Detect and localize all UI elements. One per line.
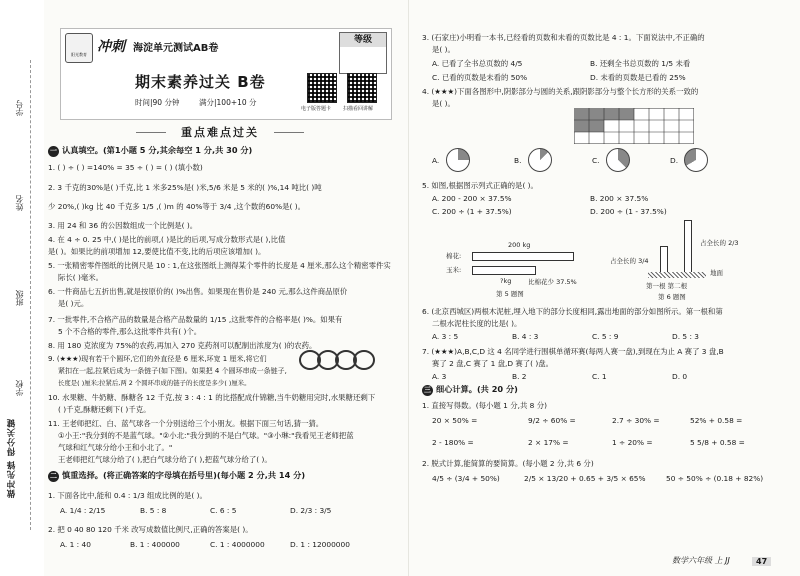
question-11a: 11. 王老师把红、白、蓝气球各一个分别送给三个小朋友。根据下面三句话,猜一猜。 (48, 419, 324, 428)
fig5-bar-cotton (472, 252, 574, 261)
section-1-heading (48, 145, 252, 157)
question-2b: 少 20%,( )kg 比 40 千克多 1/5 ,( )m 的 40%等于 3/4 ,这个数的60%是( )。 (48, 202, 306, 211)
qr1-caption: 电子版答题卡 (301, 106, 332, 112)
logo-text: 阳光教育 (71, 52, 87, 57)
r6-option-b[interactable]: B. 4 : 3 (512, 332, 539, 341)
question-r4a: 4. (★★★)下面各图形中,阴影部分与圆的关系,跟阴影部分与整个长方形的关系一致的 (422, 87, 699, 96)
question-r6a: 6. (北京西城区)两根木泥桩,埋入地下的部分长度相同,露出地面的部分如图所示。第一根和第 (422, 307, 723, 316)
ring-chain-figure (298, 348, 390, 372)
calc-1-r1-b: 9/2 ÷ 60% = (528, 416, 576, 425)
section-2-badge: 二 (50, 472, 57, 480)
question-r6b: 二根水泥柱长度的比是( )。 (432, 319, 522, 328)
calc-1-r1-d: 52% + 0.58 = (690, 416, 743, 425)
calc-1-r2-d: 5 5/8 + 0.58 = (690, 438, 745, 447)
calc-1-r1-a: 20 × 50% = (432, 416, 478, 425)
fig6-caption: 第 6 题图 (658, 293, 686, 301)
grade-label: 等级 (340, 33, 386, 47)
question-11b: ①小王:"我分到的不是蓝气球。"②小北:"我分到的不是白气球。"③小琳:"我看见王老师把蓝 (58, 431, 354, 440)
question-4a: 4. 在 4 ÷ 0. 25 中,( )是比的前项,( )是比的后项,写成分数形式是( ),比值 (48, 235, 286, 244)
question-r5: 5. 如图,根据图示列式正确的是( )。 (422, 181, 538, 190)
brand: 冲刺 (97, 39, 125, 55)
r6-option-c[interactable]: C. 5 : 9 (592, 332, 619, 341)
r3-option-d[interactable]: D. 未看的页数是已看的 25% (590, 73, 686, 82)
question-6b: 是( )元。 (58, 299, 89, 308)
school-label: 学校 (15, 380, 24, 396)
fig5-bar-corn (472, 266, 536, 275)
fig6-left-note: 占全长的 3/4 (610, 257, 649, 265)
question-9b: 紧扣在一起,拉紧后成为一条链子(如下图)。如果把 4 个圆环串成一条链子, (58, 367, 287, 375)
r6-option-d[interactable]: D. 5 : 3 (672, 332, 699, 341)
pie-a-icon (446, 148, 470, 172)
publisher-logo (65, 33, 93, 63)
question-r4b: 是( )。 (432, 99, 455, 108)
r7-option-c[interactable]: C. 1 (592, 372, 607, 381)
r3-option-b[interactable]: B. 还剩全书总页数的 1/5 未看 (590, 59, 691, 68)
section-2-heading (48, 470, 305, 482)
calc-1-r2-b: 2 × 17% = (528, 438, 569, 447)
fig6-ground (648, 272, 706, 278)
question-r3b: 是( )。 (432, 45, 455, 54)
qr-code-answer-card[interactable] (307, 73, 337, 103)
pie-b-icon (528, 148, 552, 172)
rectangle-grid-figure (574, 108, 694, 144)
question-6a: 6. 一件商品七五折出售,就是按原价的( )%出售。如果现在售价是 240 元,那么这件商品原价 (48, 287, 348, 296)
cut-line (30, 60, 32, 530)
r7-option-b[interactable]: B. 2 (512, 372, 527, 381)
choice-2-option-c[interactable]: C. 1 : 4000000 (210, 540, 265, 549)
slogan: 做冲先锋 得分关键 (7, 418, 17, 498)
question-r3a: 3. (石家庄)小明看一本书,已经看的页数和未看的页数比是 4 : 1。下面说法中,不正确的 (422, 33, 705, 42)
r3-option-c[interactable]: C. 已看的页数是未看的 50% (432, 73, 528, 82)
question-10a: 10. 水果糖、牛奶糖、酥糖各 12 千克,按 3 : 4 : 1 的比搭配成什锦糖,当牛奶糖用完时,水果糖还剩下 (48, 393, 376, 402)
question-5b: 际长( )毫米。 (58, 273, 104, 282)
binding-sidebar (0, 0, 44, 576)
series-title: 海淀单元测试AB卷 (133, 43, 219, 54)
section-3-badge: 三 (424, 386, 431, 394)
exam-score: 满分|100+10 分 (199, 98, 257, 107)
exam-header (60, 28, 392, 120)
calc-2: 2. 脱式计算,能简算的要简算。(每小题 2 分,共 6 分) (422, 459, 594, 468)
page-gutter (408, 0, 409, 576)
question-9a: 9. (★★★)现有若干个圆环,它们的外直径是 6 厘米,环宽 1 厘米,将它们 (48, 355, 267, 363)
page-number: 47 (752, 557, 771, 566)
question-4b: 是( )。如果比的前项增加 12,要使比值不变,比的后项应该增加( )。 (48, 247, 266, 256)
r5-option-a[interactable]: A. 200 - 200 × 37.5% (432, 194, 512, 203)
choice-1-option-d[interactable]: D. 2/3 : 3/5 (290, 506, 332, 515)
qr2-caption: 扫描看回讲解 (343, 106, 374, 112)
fig5-qk: ?kg (500, 277, 512, 285)
choice-1-option-b[interactable]: B. 5 : 8 (140, 506, 167, 515)
choice-2-option-b[interactable]: B. 1 : 400000 (130, 540, 180, 549)
fig5-note: 比棉花少 37.5% (528, 278, 577, 286)
r4-option-c[interactable]: C. (592, 156, 600, 165)
choice-2-option-a[interactable]: A. 1 : 40 (60, 540, 91, 549)
calc-1: 1. 直接写得数。(每小题 1 分,共 8 分) (422, 401, 548, 410)
question-5a: 5. 一张精密零件图纸的比例尺是 10 : 1,在这张图纸上测得某个零件的长度是 4 厘米,那么这个精密零件实 (48, 261, 391, 270)
grade-box (339, 32, 387, 74)
calc-2-a: 4/5 ÷ (3/4 + 50%) (432, 474, 500, 483)
calc-1-r2-c: 1 ÷ 20% = (612, 438, 653, 447)
question-9c: 长度是( )厘米;拉紧后,两 2 个圆环串成的链子的长度是多少( )厘米。 (58, 379, 251, 387)
fig5-row1: 棉花: (446, 252, 462, 260)
section-banner: 重点难点过关 (140, 124, 300, 140)
r5-option-b[interactable]: B. 200 × 37.5% (590, 194, 649, 203)
fig5-total: 200 kg (508, 241, 531, 249)
r7-option-d[interactable]: D. 0 (672, 372, 688, 381)
question-10b: ( )千克,酥糖还剩下( )千克。 (58, 405, 151, 414)
section-3-title: 细心计算。(共 20 分) (436, 384, 518, 394)
question-2a: 2. 3 千克的30%是( )千克,比 1 米多25%是( )米,5/6 米是 5 米的( )%,14 吨比( )吨 (48, 183, 322, 192)
calc-2-b: 2/5 × 13/20 + 0.65 + 3/5 × 65% (524, 474, 646, 483)
fig5-row2: 玉米: (446, 266, 462, 274)
choice-1-option-a[interactable]: A. 1/4 : 2/15 (60, 506, 106, 515)
r4-option-a[interactable]: A. (432, 156, 440, 165)
fig6-poles: 第一根 第二根 (646, 282, 688, 290)
footer-subject: 数学六年级 上 JJ (672, 556, 730, 565)
r4-option-b[interactable]: B. (514, 156, 522, 165)
r4-option-d[interactable]: D. (670, 156, 679, 165)
calc-1-r1-c: 2.7 ÷ 30% = (612, 416, 660, 425)
question-1: 1. ( ) ÷ ( ) =140% = 35 ÷ ( ) = ( ) (填小数) (48, 163, 203, 172)
fig6-ground-label: 地面 (710, 269, 723, 277)
name-label: 姓名 (15, 195, 24, 211)
r5-option-d[interactable]: D. 200 ÷ (1 - 37.5%) (590, 207, 667, 216)
choice-1: 1. 下面各比中,能和 0.4 : 1/3 组成比例的是( )。 (48, 491, 207, 500)
question-7b: 5 个不合格的零件,那么这批零件共有( )个。 (58, 327, 202, 336)
question-3: 3. 用 24 和 36 的公因数组成一个比例是( )。 (48, 221, 198, 230)
question-11c: 气球和红气球分给小王和小北了。" (58, 443, 173, 452)
question-r7a: 7. (★★★)A,B,C,D 这 4 名同学进行围棋单循环赛(每两人赛一盘),到现在为止 A 赛了 3 盘,B (422, 347, 724, 356)
choice-1-option-c[interactable]: C. 6 : 5 (210, 506, 237, 515)
question-7a: 7. 一批零件,不合格产品的数量是合格产品数量的 1/15 ,这批零件的合格率是( )%。如果有 (48, 315, 343, 324)
fig5-caption: 第 5 题图 (496, 290, 524, 298)
calc-2-c: 50 ÷ 50% ÷ (0.18 + 82%) (666, 474, 764, 483)
exam-title: 期末素养过关 B卷 (135, 73, 266, 91)
choice-2: 2. 把 0 40 80 120 千米 改写成数值比例尺,正确的答案是( )。 (48, 525, 253, 534)
r3-option-a[interactable]: A. 已看了全书总页数的 4/5 (432, 59, 523, 68)
question-11d: 王老师把红气球分给了( ),把白气球分给了( ),把蓝气球分给了( )。 (58, 455, 272, 464)
pie-c-icon (606, 148, 630, 172)
section-2-title: 慎重选择。(将正确答案的字母填在括号里)(每小题 2 分,共 14 分) (62, 470, 306, 480)
fig6-pole-2 (684, 220, 692, 278)
r6-option-a[interactable]: A. 3 : 5 (432, 332, 459, 341)
question-8: 8. 用 180 克浓度为 75%的农药,再加入 270 克药剂可以配制出浓度为( )的农药。 (48, 341, 317, 350)
exam-time: 时间|90 分钟 (135, 98, 180, 107)
section-3-heading (422, 384, 518, 396)
pie-d-icon (684, 148, 708, 172)
calc-1-r2-a: 2 - 180% = (432, 438, 474, 447)
r7-option-a[interactable]: A. 3 (432, 372, 447, 381)
section-1-title: 认真填空。(第1小题 5 分,其余每空 1 分,共 30 分) (62, 145, 253, 155)
fig6-top-note: 占全长的 2/3 (700, 239, 739, 247)
r5-option-c[interactable]: C. 200 ÷ (1 + 37.5%) (432, 207, 512, 216)
class-label: 班级 (15, 290, 24, 306)
question-r7b: 赛了 2 盘,C 赛了 1 盘,D 赛了( )盘。 (432, 359, 554, 368)
section-1-badge: 一 (50, 147, 57, 155)
student-id-label: 学号 (15, 100, 24, 116)
choice-2-option-d[interactable]: D. 1 : 12000000 (290, 540, 350, 549)
qr-code-explanation[interactable] (347, 73, 377, 103)
